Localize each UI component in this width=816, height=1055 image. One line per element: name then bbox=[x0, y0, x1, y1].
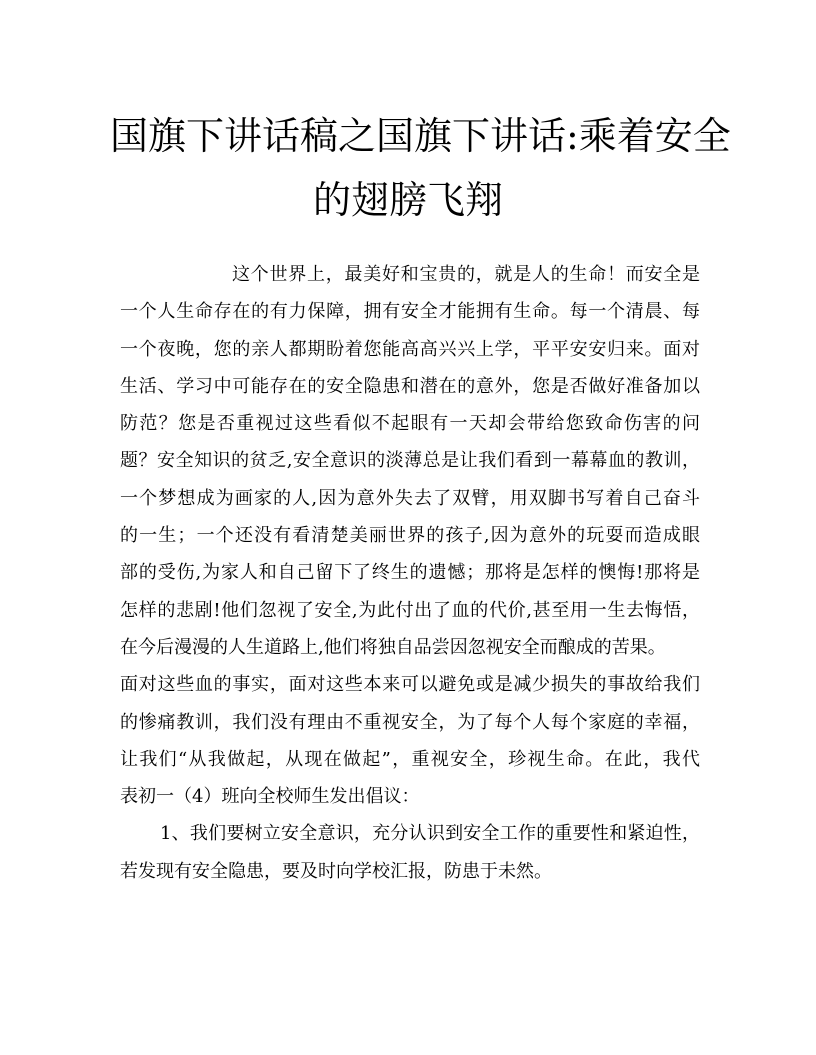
paragraph-line: 面对这些血的事实，面对这些本来可以避免或是减少损失的事故给我们 bbox=[120, 674, 700, 696]
paragraph-line: 在今后漫漫的人生道路上,他们将独自品尝因忽视安全而酿成的苦果。 bbox=[120, 636, 666, 658]
paragraph-line: 部的受伤,为家人和自己留下了终生的遗憾；那将是怎样的懊悔!那将是 bbox=[120, 562, 700, 584]
title-line: 国旗下讲话稿之国旗下讲话:乘着安全 bbox=[110, 114, 731, 158]
paragraph-2 bbox=[120, 815, 700, 890]
paragraph-1 bbox=[120, 256, 700, 815]
paragraph-line: 让我们“从我做起，从现在做起”，重视安全，珍视生命。在此，我代 bbox=[120, 748, 700, 770]
paragraph-line: 一个夜晚，您的亲人都期盼着您能高高兴兴上学，平平安安归来。面对 bbox=[120, 338, 700, 360]
paragraph-line: 若发现有安全隐患，要及时向学校汇报，防患于未然。 bbox=[120, 860, 552, 882]
paragraph-line: 一个梦想成为画家的人,因为意外失去了双臂，用双脚书写着自己奋斗 bbox=[120, 487, 700, 509]
document-body bbox=[120, 256, 700, 890]
paragraph-line: 1、我们要树立安全意识，充分认识到安全工作的重要性和紧迫性， bbox=[160, 823, 700, 845]
paragraph-line: 的一生；一个还没有看清楚美丽世界的孩子,因为意外的玩耍而造成眼 bbox=[120, 525, 700, 547]
paragraph-line: 生活、学习中可能存在的安全隐患和潜在的意外，您是否做好准备加以 bbox=[120, 375, 700, 397]
paragraph-line: 题？安全知识的贫乏,安全意识的淡薄总是让我们看到一幕幕血的教训， bbox=[120, 450, 700, 472]
title-line: 的翅膀飞翔 bbox=[312, 178, 503, 222]
paragraph-line: 一个人生命存在的有力保障，拥有安全才能拥有生命。每一个清晨、每 bbox=[120, 301, 700, 323]
paragraph-line: 表初一（4）班向全校师生发出倡议： bbox=[120, 786, 420, 808]
paragraph-line: 的惨痛教训，我们没有理由不重视安全，为了每个人每个家庭的幸福， bbox=[120, 711, 700, 733]
paragraph-line: 防范？您是否重视过这些看似不起眼有一天却会带给您致命伤害的问 bbox=[120, 413, 700, 435]
document-title bbox=[110, 104, 731, 232]
paragraph-line: 这个世界上，最美好和宝贵的，就是人的生命！而安全是 bbox=[232, 264, 700, 285]
paragraph-line: 怎样的悲剧!他们忽视了安全,为此付出了血的代价,甚至用一生去悔悟， bbox=[120, 599, 700, 621]
